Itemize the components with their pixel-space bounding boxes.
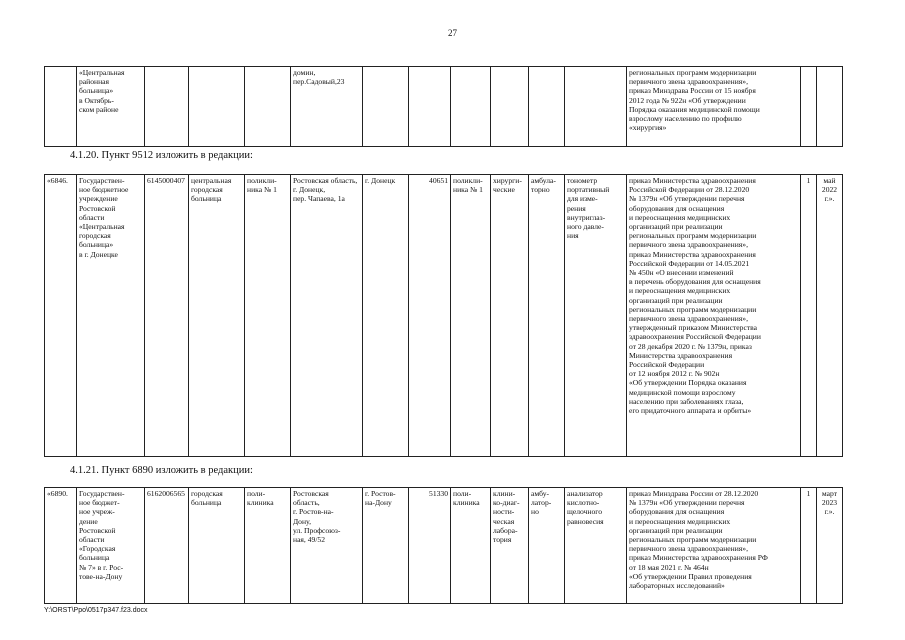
page-number: 27	[448, 28, 457, 38]
city-cell: г. Донецк	[363, 175, 409, 457]
subdivision-cell: поликли- ника № 1	[245, 175, 291, 457]
type-cell: центральная городская больница	[189, 175, 245, 457]
address-cell: Ростовская область, г. Донецк, пер. Чапаева, 1а	[291, 175, 363, 457]
section-heading: 4.1.20. Пункт 9512 изложить в редакции:	[70, 150, 253, 161]
org-cell: Государствен- ное бюджет- ное учреж- дение Ростовской области «Городская больница № 7» в г. Рос- тове-на-Дону	[77, 488, 145, 604]
table-continuation	[44, 66, 843, 147]
date-cell: май 2022 г.».	[817, 175, 843, 457]
unit-cell: поликли- ника № 1	[451, 175, 491, 457]
org-cell: «Центральная районная больница» в Октябрь- ском районе	[77, 67, 145, 147]
row-number: «6846.	[45, 175, 77, 457]
equipment-cell: анализатор кислотно- щелочного равновесия	[565, 488, 627, 604]
quantity-cell: 1	[801, 488, 817, 604]
subdivision-cell: поли- клиника	[245, 488, 291, 604]
table-row	[45, 488, 843, 604]
table-row	[45, 67, 843, 147]
unit-cell: поли- клиника	[451, 488, 491, 604]
orders-cell: приказ Министерства здравоохранения Российской Федерации от 28.12.2020 № 1379н «Об утверждении перечня оборудования для оснащения и переоснащения медицинских организаций при реализации региональных программ модернизации первичного звена здравоохранения», приказ Министерства здравоохранения Российской Федерации от 14.05.2021 № 450н «О внесении изменений в перечень оборудования для оснащения и переоснащения медицинских организаций при реализации региональных программ модернизации первичного звена здравоохранения», утвержденный приказом Министерства здравоохранения Российской Федерации от 28 декабря 2020 г. № 1379н, приказ Министерства здравоохранения Российской Федерации от 12 ноября 2012 г. № 902н «Об утверждении Порядка оказания медицинской помощи взрослому населению при заболеваниях глаза, его придаточного аппарата и орбиты»	[627, 175, 801, 457]
file-path-footer: Y:\ORST\Ppo\0517p347.f23.docx	[44, 607, 148, 614]
profile-cell: хирурги- ческие	[491, 175, 529, 457]
orders-cell: приказ Минздрава России от 28.12.2020 № 1379н «Об утверждении перечня оборудования для оснащения и переоснащения медицинских организаций при реализации региональных программ модернизации первичного звена здравоохранения», приказ Министерства здравоохранения РФ от 18 мая 2021 г. № 464н «Об утверждении Правил проведения лабораторных исследований»	[627, 488, 801, 604]
table-item-6890	[44, 487, 843, 604]
quantity-cell: 1	[801, 175, 817, 457]
care-cell: амбу- латор- но	[529, 488, 565, 604]
city-cell: г. Ростов- на-Дону	[363, 488, 409, 604]
address-cell: Ростовская область, г. Ростов-на- Дону, ул. Профсоюз- ная, 49/52	[291, 488, 363, 604]
table-item-6846	[44, 174, 843, 457]
care-cell: амбула- торно	[529, 175, 565, 457]
date-cell: март 2023 г.».	[817, 488, 843, 604]
type-cell: городская больница	[189, 488, 245, 604]
table-row	[45, 175, 843, 457]
equipment-cell: тонометр портативный для изме- рения внутриглаз- ного давле- ния	[565, 175, 627, 457]
code-cell: 40651	[409, 175, 451, 457]
inn-cell: 6162006565	[145, 488, 189, 604]
profile-cell: клини- ко-диаг- ности- ческая лабора- тория	[491, 488, 529, 604]
row-number: «6890.	[45, 488, 77, 604]
orders-cell: региональных программ модернизации первичного звена здравоохранения», приказ Минздрава России от 15 ноября 2012 года № 922н «Об утверждении Порядка оказания медицинской помощи взрослому населению по профилю «хирургия»	[627, 67, 801, 147]
section-heading: 4.1.21. Пункт 6890 изложить в редакции:	[70, 465, 253, 476]
org-cell: Государствен- ное бюджетное учреждение Ростовской области «Центральная городская больница» в г. Донецке	[77, 175, 145, 457]
address-cell: домин, пер.Садовый,23	[291, 67, 363, 147]
code-cell: 51330	[409, 488, 451, 604]
inn-cell: 6145000407	[145, 175, 189, 457]
